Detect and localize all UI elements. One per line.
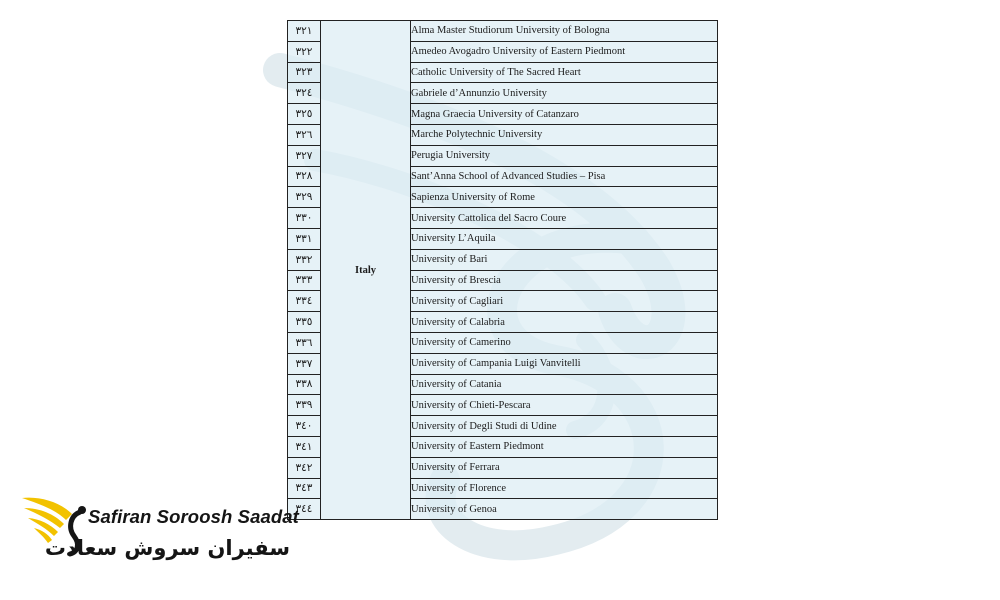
university-name: University of Camerino (411, 332, 718, 353)
university-name: Marche Polytechnic University (411, 124, 718, 145)
table-row (288, 21, 718, 42)
university-name: Sant’Anna School of Advanced Studies – Pisa (411, 166, 718, 187)
row-number: ۳۲۲ (288, 41, 321, 62)
university-name: Catholic University of The Sacred Heart (411, 62, 718, 83)
university-name: University of Brescia (411, 270, 718, 291)
university-name: Amedeo Avogadro University of Eastern Piedmont (411, 41, 718, 62)
brand-name-english: Safiran Soroosh Saadat (88, 506, 299, 527)
row-number: ۳۳۸ (288, 374, 321, 395)
university-name: University of Campania Luigi Vanvitelli (411, 353, 718, 374)
row-number: ۳۲۷ (288, 145, 321, 166)
university-name: University of Eastern Piedmont (411, 436, 718, 457)
brand-logo (20, 492, 299, 582)
country-cell: Italy (321, 21, 411, 520)
row-number: ۳۳۲ (288, 249, 321, 270)
university-name: University of Florence (411, 478, 718, 499)
university-name: University of Chieti-Pescara (411, 395, 718, 416)
row-number: ۳۳۳ (288, 270, 321, 291)
row-number: ۳٤۲ (288, 457, 321, 478)
university-name: University L’Aquila (411, 228, 718, 249)
university-name: University of Cagliari (411, 291, 718, 312)
row-number: ۳۳۱ (288, 228, 321, 249)
row-number: ۳۳۹ (288, 395, 321, 416)
row-number: ۳۳۰ (288, 208, 321, 229)
university-name: Alma Master Studiorum University of Bologna (411, 21, 718, 42)
university-name: Gabriele d’Annunzio University (411, 83, 718, 104)
row-number: ۳٤۱ (288, 436, 321, 457)
row-number: ۳۲٥ (288, 104, 321, 125)
university-name: University Cattolica del Sacro Coure (411, 208, 718, 229)
brand-name-persian: سفیران سروش سعادت (44, 536, 290, 560)
row-number: ۳۲۱ (288, 21, 321, 42)
row-number: ۳٤۰ (288, 416, 321, 437)
row-number: ۳۳٥ (288, 312, 321, 333)
row-number: ۳۲٦ (288, 124, 321, 145)
row-number: ۳۲۹ (288, 187, 321, 208)
university-name: University of Bari (411, 249, 718, 270)
row-number: ۳۲۳ (288, 62, 321, 83)
row-number: ۳۳۷ (288, 353, 321, 374)
row-number: ۳٤٤ (288, 499, 321, 520)
row-number: ۳۳٤ (288, 291, 321, 312)
universities-table (287, 20, 718, 520)
row-number: ۳۲٤ (288, 83, 321, 104)
university-name: University of Catania (411, 374, 718, 395)
university-name: University of Ferrara (411, 457, 718, 478)
row-number: ۳۲۸ (288, 166, 321, 187)
university-name: University of Calabria (411, 312, 718, 333)
university-name: University of Degli Studi di Udine (411, 416, 718, 437)
row-number: ۳۳٦ (288, 332, 321, 353)
university-name: University of Genoa (411, 499, 718, 520)
university-name: Perugia University (411, 145, 718, 166)
row-number: ۳٤۳ (288, 478, 321, 499)
university-name: Magna Graecia University of Catanzaro (411, 104, 718, 125)
university-name: Sapienza University of Rome (411, 187, 718, 208)
